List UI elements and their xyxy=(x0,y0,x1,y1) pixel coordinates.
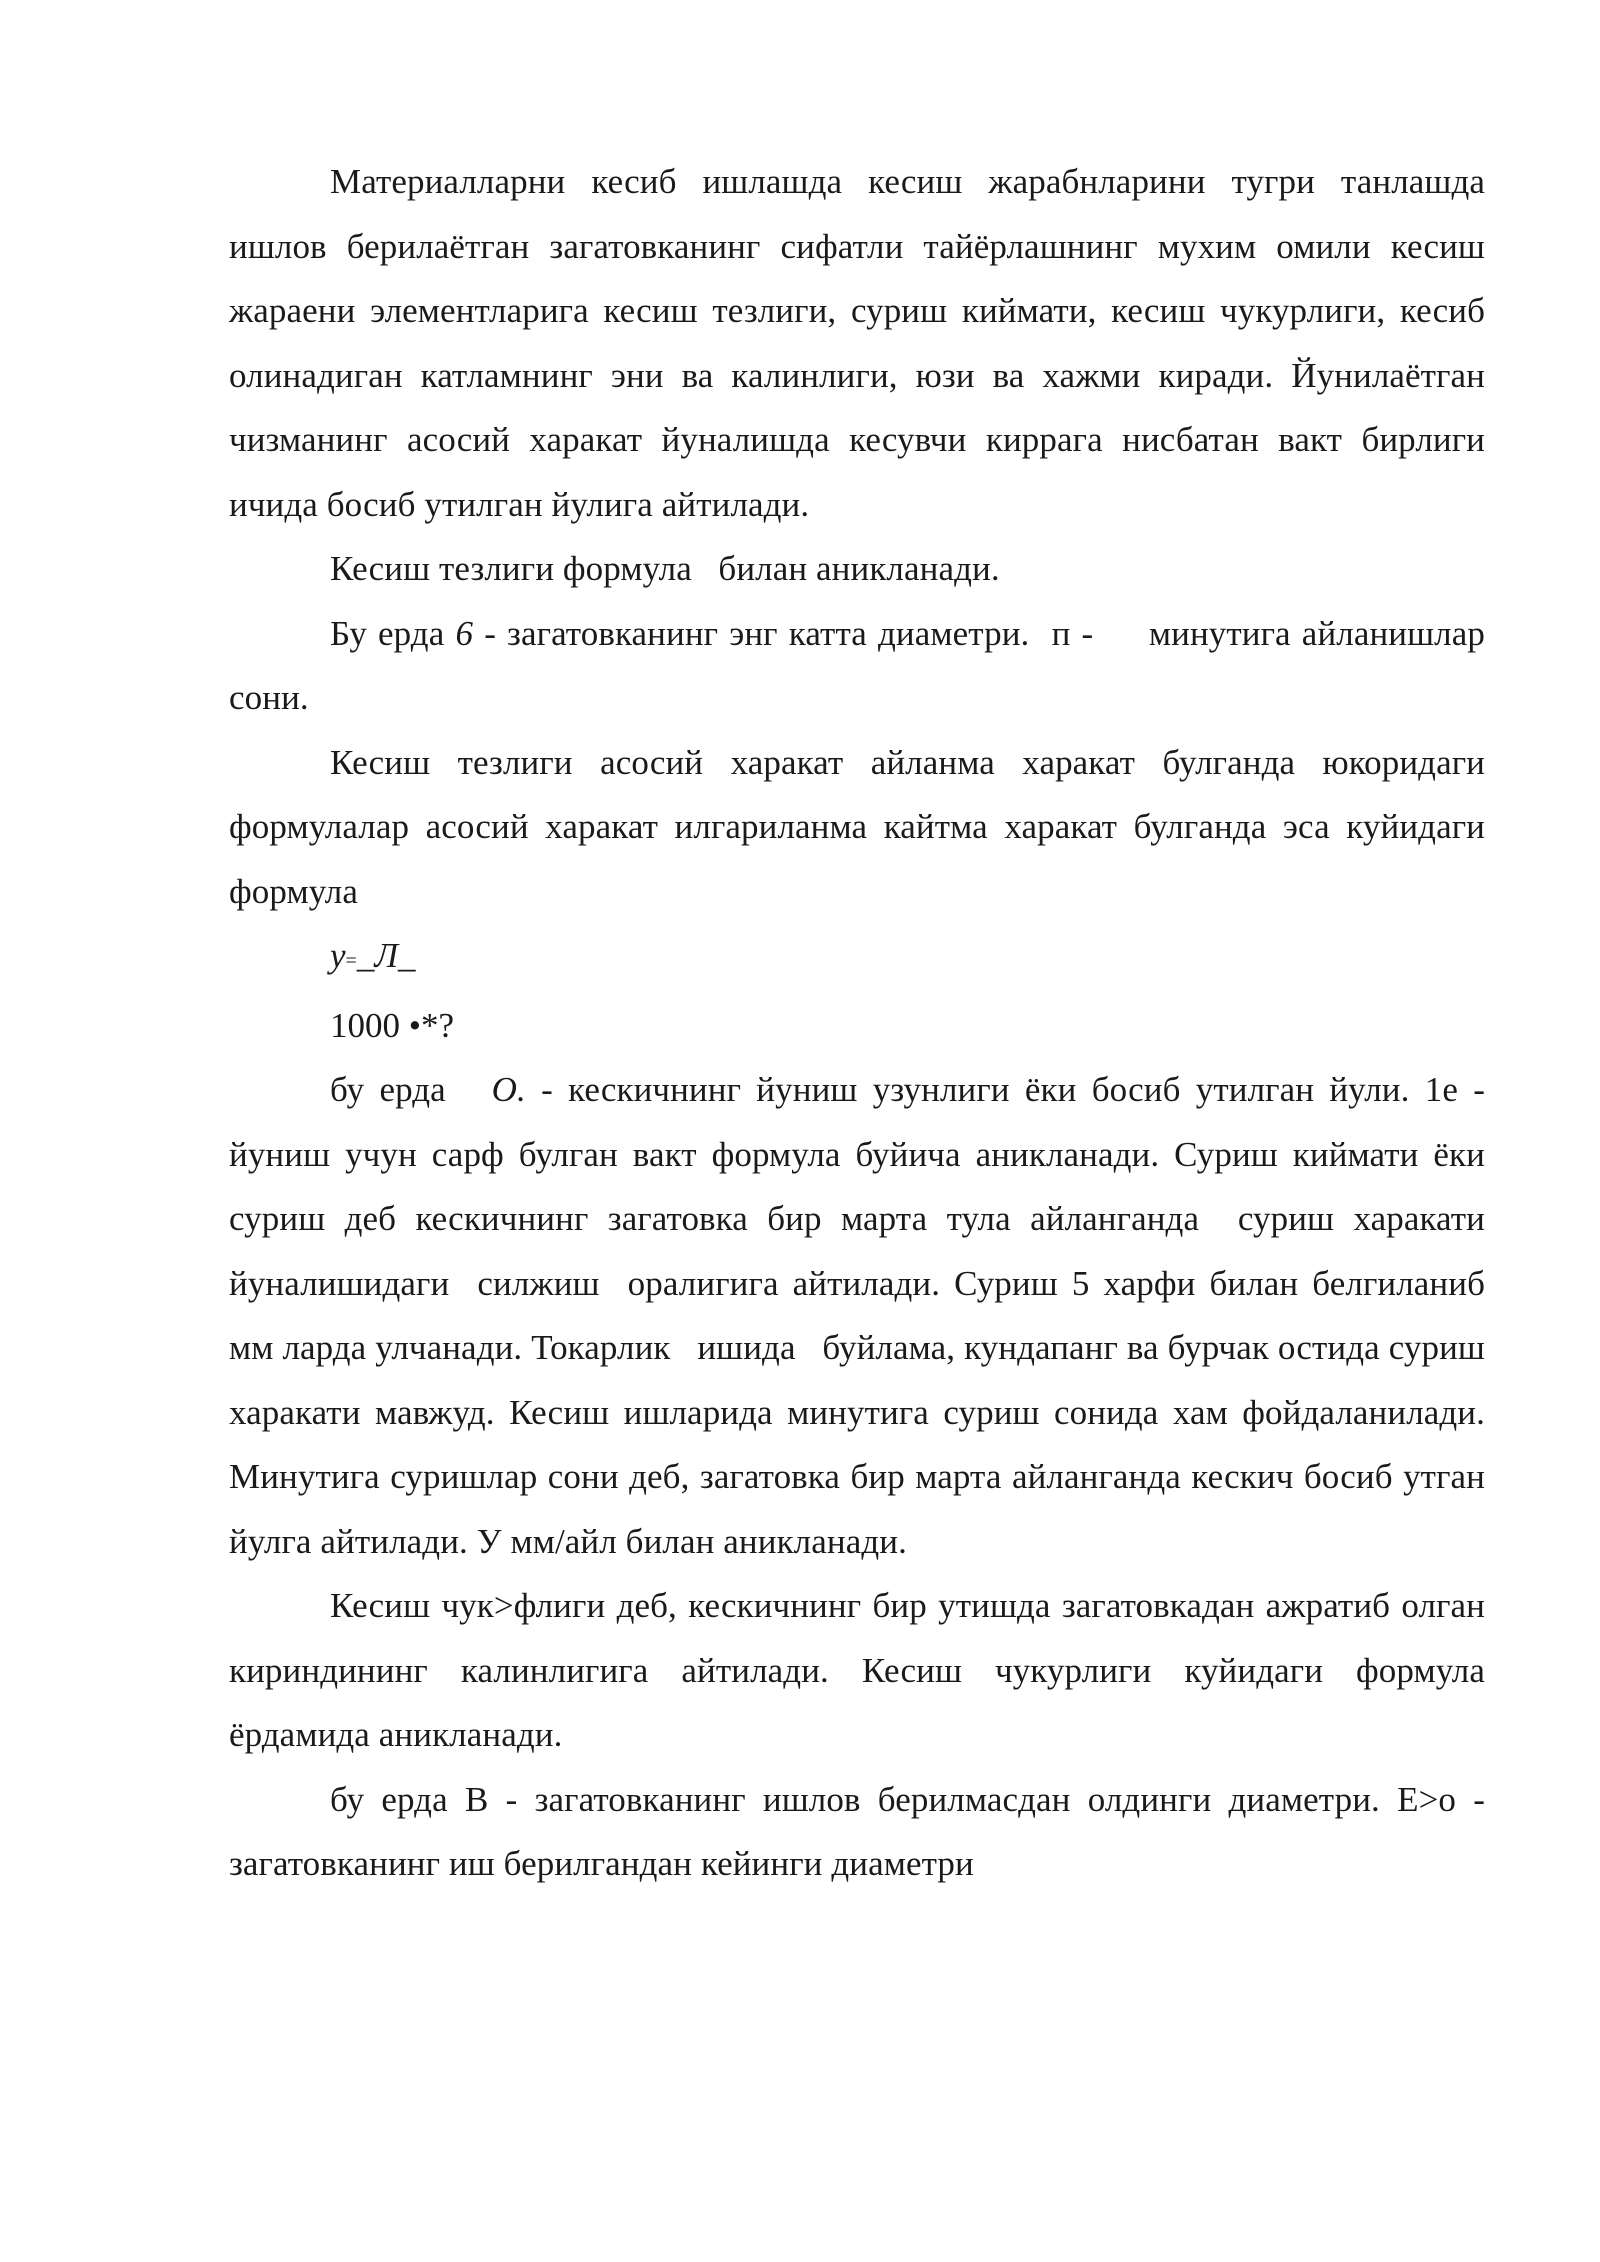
paragraph-cutting-depth: Кесиш чук>флиги деб, кескичнинг бир утишда загатовкадан ажратиб олган кириндининг калинлигига айтилади. Кесиш чукурлиги куйидаги формула ёрдамида аникланади. xyxy=(229,1586,1485,1754)
paragraph-reciprocating-motion: Кесиш тезлиги асосий харакат айланма харакат булганда юкоридаги формулалар асосий харакат илгариланма кайтма харакат булганда эса куйидаги формула xyxy=(229,742,1485,911)
document-page xyxy=(229,150,1503,1897)
paragraph-cutting-speed-formula: Кесиш тезлиги формула билан аникланади. xyxy=(330,549,1000,588)
diameter-symbol: 6 xyxy=(455,613,474,653)
paragraph-feed-definition xyxy=(229,1058,1503,1574)
formula-term: _Л_ xyxy=(356,936,416,975)
text-segment: - загатовканинг энг катта диаметри. п - минутига айланишлар сони. xyxy=(229,613,1494,717)
formula-equals: = xyxy=(345,950,357,972)
paragraph-diameters: бу ерда В - загатовканинг ишлов берилмасдан олдинги диаметри. Е>о - загатовканинг иш берилгандан кейинги диаметри xyxy=(229,1779,1485,1883)
formula-variable: у xyxy=(330,936,346,975)
text-segment: бу ерда xyxy=(330,1070,492,1109)
text-segment: Бу ерда xyxy=(330,613,456,653)
paragraph-diameter-definition xyxy=(229,602,1494,731)
paragraph-cutting-elements: Материалларни кесиб ишлашда кесиш жарабнларини тугри танлашда ишлов берилаётган загатовканинг сифатли тайёрлашнинг мухим омили кесиш жараени элементларига кесиш тезлиги, суриш киймати, кесиш чукурлиги, кесиб олинадиган катламнинг эни ва калинлиги, юзи ва хажми киради. Йунилаётган чизманинг асосий харакат йуналишда кесувчи киррага нисбатан вакт бирлиги ичида босиб утилган йулига айтилади. xyxy=(229,162,1485,524)
formula-denominator: 1000 •*? xyxy=(330,1005,455,1045)
text-segment: - кескичнинг йуниш узунлиги ёки босиб утилган йули. 1е - йуниш учун сарф булган вакт формула буйича аникланади. Суриш киймати ёки суриш деб кескичнинг загатовка бир марта тула айланганда суриш харакати йуналишидаги силжиш оралигига айтилади. Суриш 5 харфи билан белгиланиб мм ларда улчанади. Токарлик ишида буйлама, кундапанг ва бурчак остида суриш харакати мавжуд. Кесиш ишларида минутига суриш сонида хам фойдаланилади. Минутига суришлар сони деб, загатовка бир марта айланганда кескич босиб утган йулга айтилади. У мм/айл билан аникланади. xyxy=(229,1070,1503,1561)
length-symbol: О. xyxy=(491,1070,526,1109)
formula-numerator xyxy=(229,924,1485,994)
